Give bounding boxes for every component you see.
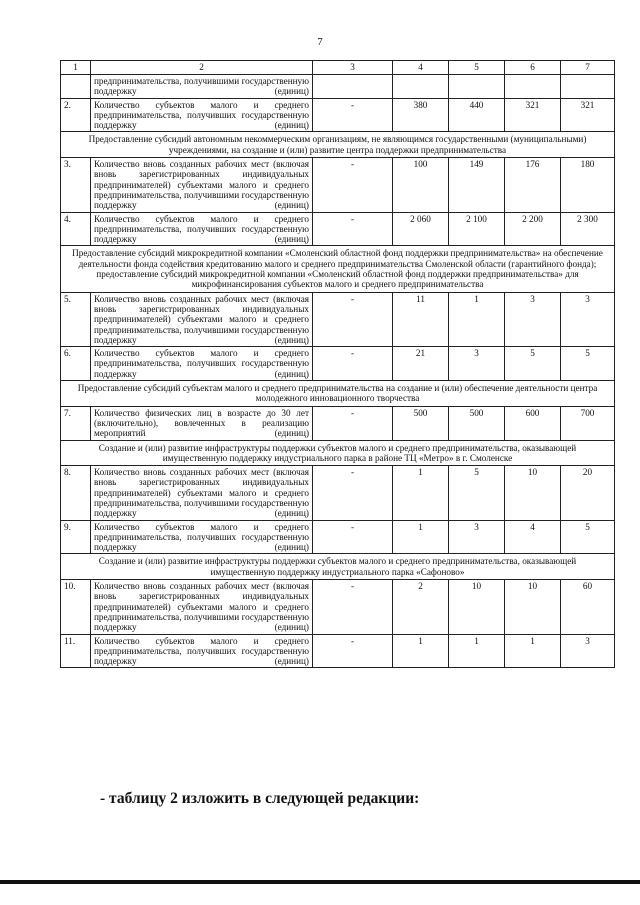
- value-cell: 5: [505, 347, 561, 381]
- value-cell: 380: [393, 98, 449, 132]
- column-header: 3: [313, 61, 393, 75]
- column-header: 7: [561, 61, 615, 75]
- column-header: 5: [449, 61, 505, 75]
- value-cell: 2 100: [449, 212, 505, 246]
- header-row: [61, 61, 615, 75]
- value-cell: 3: [505, 292, 561, 346]
- value-cell: -: [313, 634, 393, 668]
- value-cell: 1: [393, 634, 449, 668]
- closing-instruction: - таблицу 2 изложить в следующей редакции:: [100, 790, 420, 807]
- indicator-name: Количество вновь созданных рабочих мест (включая вновь зарегистрированных индивидуальных предпринимателей) субъектами малого и среднего предпринимательства, получившими государственную поддержку (единиц): [91, 580, 313, 634]
- value-cell: 1: [449, 634, 505, 668]
- row-number: 6.: [61, 347, 91, 381]
- value-cell: 2: [393, 580, 449, 634]
- row-number: 2.: [61, 98, 91, 132]
- section-heading: Создание и (или) развитие инфраструктуры поддержки субъектов малого и среднего предпринимательства, оказывающей имущественную поддержку индустриального парка «Сафоново»: [61, 554, 615, 580]
- indicator-name: Количество физических лиц в возрасте до 30 лет (включительно), вовлеченных в реализацию мероприятий (единиц): [91, 406, 313, 440]
- section-heading: Предоставление субсидий микрокредитной компании «Смоленский областной фонд поддержки предпринимательства» на обеспечение деятельности фонда содействия кредитованию малого и среднего предпринимательства Смоленской области (гарантийного фонда); предоставление субсидий микрокредитной компании «Смоленский областной фонд поддержки предпринимательства» для микрофинансирования субъектов малого и среднего предпринимательства: [61, 246, 615, 292]
- value-cell: 321: [561, 98, 615, 132]
- value-cell: 3: [449, 347, 505, 381]
- table-row: [61, 292, 615, 346]
- indicator-name: Количество субъектов малого и среднего предпринимательства, получивших государственную поддержку (единиц): [91, 347, 313, 381]
- value-cell: 5: [561, 347, 615, 381]
- section-heading-row: [61, 381, 615, 407]
- value-cell: 321: [505, 98, 561, 132]
- row-number: 5.: [61, 292, 91, 346]
- table-row: [61, 212, 615, 246]
- value-cell: 2 200: [505, 212, 561, 246]
- value-cell: 1: [393, 466, 449, 520]
- table-row: [61, 634, 615, 668]
- value-cell: 180: [561, 158, 615, 212]
- indicator-name: Количество субъектов малого и среднего предпринимательства, получивших государственную поддержку (единиц): [91, 520, 313, 554]
- indicator-name: Количество вновь созданных рабочих мест (включая вновь зарегистрированных индивидуальных предпринимателей) субъектами малого и среднего предпринимательства, получившими государственную поддержку (единиц): [91, 466, 313, 520]
- column-header: 1: [61, 61, 91, 75]
- section-heading: Создание и (или) развитие инфраструктуры поддержки субъектов малого и среднего предпринимательства, оказывающей имущественную поддержку индустриального парка в районе ТЦ «Метро» в г. Смоленске: [61, 440, 615, 466]
- row-number: 7.: [61, 406, 91, 440]
- column-header: 2: [91, 61, 313, 75]
- value-cell: 3: [561, 634, 615, 668]
- column-header: 6: [505, 61, 561, 75]
- value-cell: 20: [561, 466, 615, 520]
- indicator-name: Количество субъектов малого и среднего предпринимательства, получивших государственную поддержку (единиц): [91, 212, 313, 246]
- value-cell: 10: [505, 466, 561, 520]
- section-heading-row: [61, 246, 615, 292]
- value-cell: [561, 75, 615, 99]
- table-row: [61, 406, 615, 440]
- indicator-name: Количество субъектов малого и среднего предпринимательства, получивших государственную поддержку (единиц): [91, 98, 313, 132]
- row-number: 9.: [61, 520, 91, 554]
- row-number: 10.: [61, 580, 91, 634]
- value-cell: 10: [505, 580, 561, 634]
- value-cell: -: [313, 292, 393, 346]
- value-cell: 1: [393, 520, 449, 554]
- table-row-continuation: [61, 75, 615, 99]
- value-cell: 21: [393, 347, 449, 381]
- row-number: 11.: [61, 634, 91, 668]
- value-cell: 500: [449, 406, 505, 440]
- value-cell: 700: [561, 406, 615, 440]
- row-number: 4.: [61, 212, 91, 246]
- row-number: 3.: [61, 158, 91, 212]
- value-cell: 3: [449, 520, 505, 554]
- value-cell: [505, 75, 561, 99]
- page-number: 7: [317, 36, 323, 48]
- value-cell: 11: [393, 292, 449, 346]
- section-heading: Предоставление субсидий субъектам малого и среднего предпринимательства на создание и (или) обеспечение деятельности центра молодежного инновационного творчества: [61, 381, 615, 407]
- value-cell: 600: [505, 406, 561, 440]
- row-number: [61, 75, 91, 99]
- value-cell: -: [313, 347, 393, 381]
- value-cell: 4: [505, 520, 561, 554]
- value-cell: 149: [449, 158, 505, 212]
- value-cell: 100: [393, 158, 449, 212]
- value-cell: -: [313, 580, 393, 634]
- table-row: [61, 580, 615, 634]
- table-row: [61, 520, 615, 554]
- table-row: [61, 347, 615, 381]
- value-cell: -: [313, 406, 393, 440]
- value-cell: -: [313, 98, 393, 132]
- value-cell: 10: [449, 580, 505, 634]
- value-cell: -: [313, 158, 393, 212]
- table-row: [61, 466, 615, 520]
- value-cell: 60: [561, 580, 615, 634]
- column-header: 4: [393, 61, 449, 75]
- value-cell: 5: [561, 520, 615, 554]
- section-heading: Предоставление субсидий автономным некоммерческим организациям, не являющимся государственными (муниципальными) учреждениями, на создание и (или) развитие центра поддержки предпринимательства: [61, 132, 615, 158]
- value-cell: 2 060: [393, 212, 449, 246]
- section-heading-row: [61, 554, 615, 580]
- row-number: 8.: [61, 466, 91, 520]
- indicator-name: Количество субъектов малого и среднего предпринимательства, получивших государственную поддержку (единиц): [91, 634, 313, 668]
- value-cell: 3: [561, 292, 615, 346]
- table-row: [61, 158, 615, 212]
- indicators-table: [60, 60, 615, 668]
- value-cell: 5: [449, 466, 505, 520]
- value-cell: 500: [393, 406, 449, 440]
- value-cell: 2 300: [561, 212, 615, 246]
- indicator-name: предпринимательства, получившими государственную поддержку (единиц): [91, 75, 313, 99]
- indicator-name: Количество вновь созданных рабочих мест (включая вновь зарегистрированных индивидуальных предпринимателей) субъектами малого и среднего предпринимательства, получившими государственную поддержку (единиц): [91, 292, 313, 346]
- table-body: [61, 61, 615, 668]
- value-cell: 440: [449, 98, 505, 132]
- value-cell: [313, 75, 393, 99]
- value-cell: -: [313, 520, 393, 554]
- section-heading-row: [61, 440, 615, 466]
- indicator-name: Количество вновь созданных рабочих мест (включая вновь зарегистрированных индивидуальных предпринимателей) субъектами малого и среднего предпринимательства, получившими государственную поддержку (единиц): [91, 158, 313, 212]
- bottom-rule: [0, 880, 640, 884]
- value-cell: [449, 75, 505, 99]
- value-cell: 176: [505, 158, 561, 212]
- section-heading-row: [61, 132, 615, 158]
- value-cell: [393, 75, 449, 99]
- value-cell: 1: [449, 292, 505, 346]
- value-cell: -: [313, 212, 393, 246]
- value-cell: -: [313, 466, 393, 520]
- table-row: [61, 98, 615, 132]
- value-cell: 1: [505, 634, 561, 668]
